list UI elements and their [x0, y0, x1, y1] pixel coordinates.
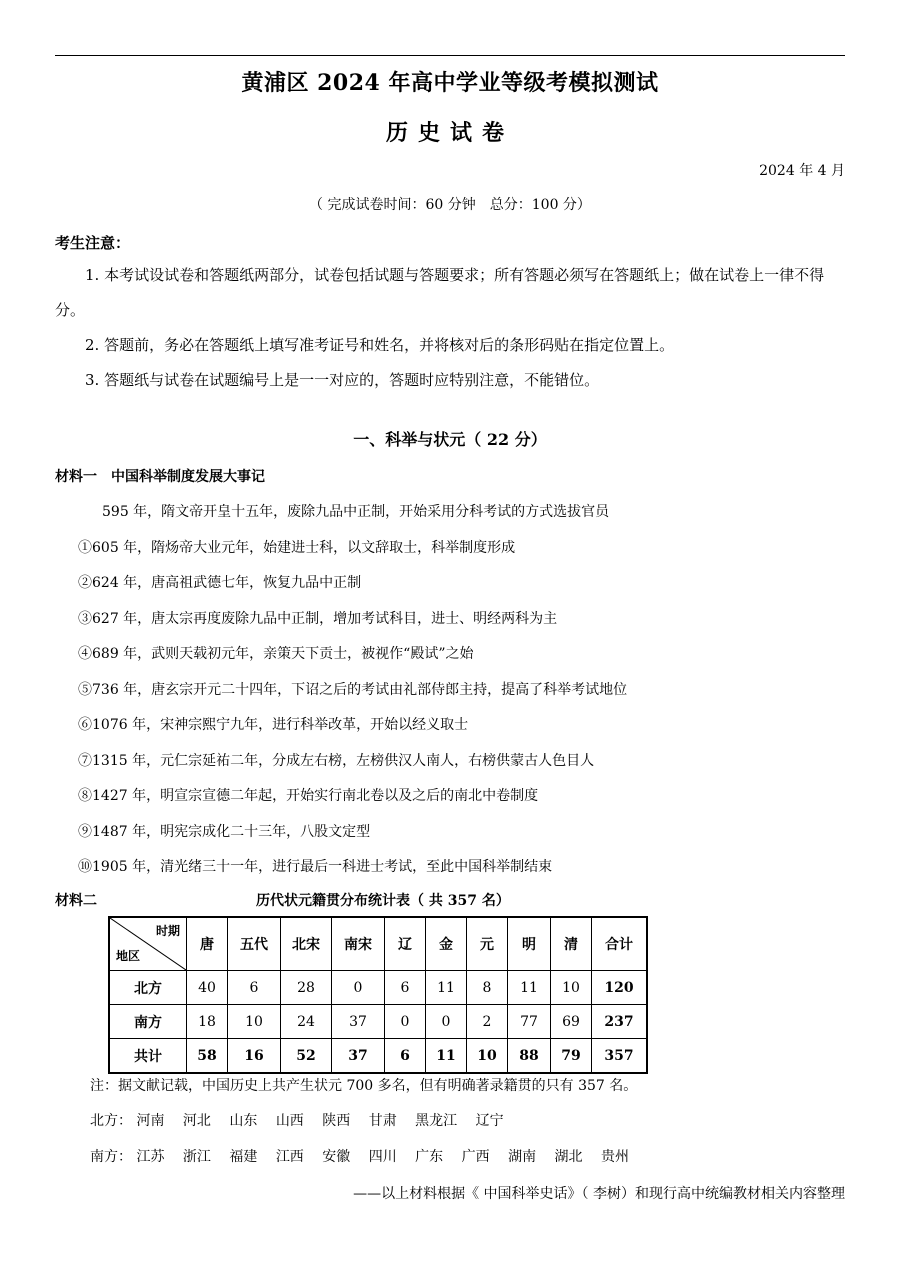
- province: 河北: [182, 1113, 211, 1129]
- table-cell-total: 52: [281, 1039, 332, 1074]
- table-cell: 28: [281, 971, 332, 1005]
- column-header: 辽: [385, 917, 426, 971]
- material2-heading: 材料二: [55, 893, 97, 909]
- corner-region-label: 地区: [116, 949, 141, 963]
- table-cell: 6: [228, 971, 281, 1005]
- notice-item: 1. 本考试设试卷和答题纸两部分，试卷包括试题与答题要求；所有答题必须写在答题纸上；做在试卷上一律不得分。: [55, 266, 825, 319]
- table-row: [109, 1005, 647, 1039]
- event-item: ①605 年，隋炀帝大业元年，始建进士科，以文辞取士，科举制度形成: [78, 539, 516, 556]
- zhuangyuan-table: [108, 916, 648, 1074]
- row-label: 北方: [109, 971, 187, 1005]
- table-cell: 77: [508, 1005, 551, 1039]
- table-cell: 18: [187, 1005, 228, 1039]
- event-item: ②624 年，唐高祖武德七年，恢复九品中正制: [78, 575, 362, 591]
- table-cell: 11: [426, 971, 467, 1005]
- table-cell-total: 37: [332, 1039, 385, 1074]
- exam-title: 黄浦区 2024 年高中学业等级考模拟测试: [241, 70, 659, 96]
- table-cell: 10: [551, 971, 592, 1005]
- province: 河南: [136, 1113, 165, 1129]
- table-cell-total: 88: [508, 1039, 551, 1074]
- table-title: 历代状元籍贯分布统计表（ 共 357 名）: [256, 893, 510, 909]
- province: 安徽: [322, 1149, 351, 1165]
- event-item: ⑧1427 年，明宣宗宣德二年起，开始实行南北卷以及之后的南北中卷制度: [78, 788, 539, 804]
- row-label: 共计: [109, 1039, 187, 1074]
- table-cell-total: 11: [426, 1039, 467, 1074]
- column-header: 元: [467, 917, 508, 971]
- province: 浙江: [182, 1149, 211, 1165]
- event-item: ⑨1487 年，明宪宗成化二十三年，八股文定型: [78, 823, 371, 840]
- table-cell-total: 120: [592, 971, 648, 1005]
- row-label: 南方: [109, 1005, 187, 1039]
- province: 湖北: [554, 1149, 583, 1165]
- province: 湖南: [508, 1149, 537, 1165]
- event-item: ③627 年，唐太宗再度废除九品中正制，增加考试科目，进士、明经两科为主: [78, 610, 558, 627]
- province: 陕西: [322, 1113, 351, 1129]
- table-cell: 24: [281, 1005, 332, 1039]
- event-item: 595 年，隋文帝开皇十五年，废除九品中正制，开始采用分科考试的方式选拔官员: [102, 504, 610, 520]
- table-cell: 0: [332, 971, 385, 1005]
- notice-item: 2. 答题前，务必在答题纸上填写准考证号和姓名，并将核对后的条形码贴在指定位置上。: [85, 336, 675, 354]
- table-cell: 10: [228, 1005, 281, 1039]
- event-item: ⑤736 年，唐玄宗开元二十四年，下诏之后的考试由礼部侍郎主持，提高了科举考试地位: [78, 681, 628, 698]
- corner-period-label: 时期: [155, 924, 180, 938]
- table-cell: 37: [332, 1005, 385, 1039]
- column-header: 北宋: [281, 917, 332, 971]
- column-header: 唐: [187, 917, 228, 971]
- table-cell-total: 79: [551, 1039, 592, 1074]
- header-rule: [55, 55, 845, 56]
- province: 贵州: [600, 1149, 629, 1165]
- event-list: [78, 495, 627, 886]
- south-label: 南方：: [90, 1149, 132, 1165]
- table-cell: 2: [467, 1005, 508, 1039]
- table-cell-total: 58: [187, 1039, 228, 1074]
- province: 甘肃: [368, 1113, 397, 1129]
- column-header: 南宋: [332, 917, 385, 971]
- province: 福建: [229, 1149, 258, 1165]
- event-item: ⑩1905 年，清光绪三十一年，进行最后一科进士考试，至此中国科举制结束: [78, 859, 553, 875]
- table-header-row: [109, 917, 647, 971]
- province: 江苏: [136, 1149, 165, 1165]
- table-cell: 11: [508, 971, 551, 1005]
- table-cell: 8: [467, 971, 508, 1005]
- column-header: 金: [426, 917, 467, 971]
- column-header: 五代: [228, 917, 281, 971]
- exam-date: 2024 年 4 月: [759, 163, 845, 179]
- table-row-total: [109, 1039, 647, 1074]
- table-cell: 69: [551, 1005, 592, 1039]
- exam-duration: （ 完成试卷时间：60 分钟 总分：100 分）: [309, 197, 591, 213]
- table-cell: 6: [385, 971, 426, 1005]
- event-item: ④689 年，武则天载初元年，亲策天下贡士，被视作“殿试”之始: [78, 646, 474, 662]
- column-header: 明: [508, 917, 551, 971]
- notice-item: 3. 答题纸与试卷在试题编号上是一一对应的，答题时应特别注意，不能错位。: [85, 371, 600, 389]
- notice-heading: 考生注意：: [55, 234, 131, 252]
- province: 辽宁: [475, 1113, 504, 1129]
- table-cell: 40: [187, 971, 228, 1005]
- table-cell-total: 237: [592, 1005, 648, 1039]
- province: 山东: [229, 1113, 258, 1129]
- table-cell: 0: [426, 1005, 467, 1039]
- province: 广东: [415, 1149, 444, 1165]
- exam-subject: 历史试卷: [385, 120, 514, 146]
- province: 广西: [461, 1149, 490, 1165]
- material1-heading: 材料一 中国科举制度发展大事记: [55, 469, 265, 485]
- table-cell-total: 357: [592, 1039, 648, 1074]
- source-citation: ——以上材料根据《 中国科举史话》（ 李树）和现行高中统编教材相关内容整理: [353, 1186, 845, 1202]
- event-item: ⑥1076 年，宋神宗熙宁九年，进行科举改革，开始以经义取士: [78, 717, 469, 733]
- province: 江西: [275, 1149, 304, 1165]
- column-header: 合计: [592, 917, 648, 971]
- table-corner-cell: [109, 917, 187, 971]
- column-header: 清: [551, 917, 592, 971]
- table-cell-total: 16: [228, 1039, 281, 1074]
- province: 四川: [368, 1149, 397, 1165]
- north-provinces: [90, 1110, 518, 1130]
- table-cell: 0: [385, 1005, 426, 1039]
- table-cell-total: 10: [467, 1039, 508, 1074]
- table-cell-total: 6: [385, 1039, 426, 1074]
- section-title: 一、科举与状元（ 22 分）: [353, 430, 547, 449]
- table-row: [109, 971, 647, 1005]
- south-provinces: [90, 1146, 643, 1166]
- table-note: 注：据文献记载，中国历史上共产生状元 700 多名，但有明确著录籍贯的只有 357 名。: [90, 1078, 638, 1094]
- event-item: ⑦1315 年，元仁宗延祐二年，分成左右榜，左榜供汉人南人，右榜供蒙古人色目人: [78, 752, 595, 769]
- province: 山西: [275, 1113, 304, 1129]
- north-label: 北方：: [90, 1113, 132, 1129]
- province: 黑龙江: [415, 1113, 458, 1129]
